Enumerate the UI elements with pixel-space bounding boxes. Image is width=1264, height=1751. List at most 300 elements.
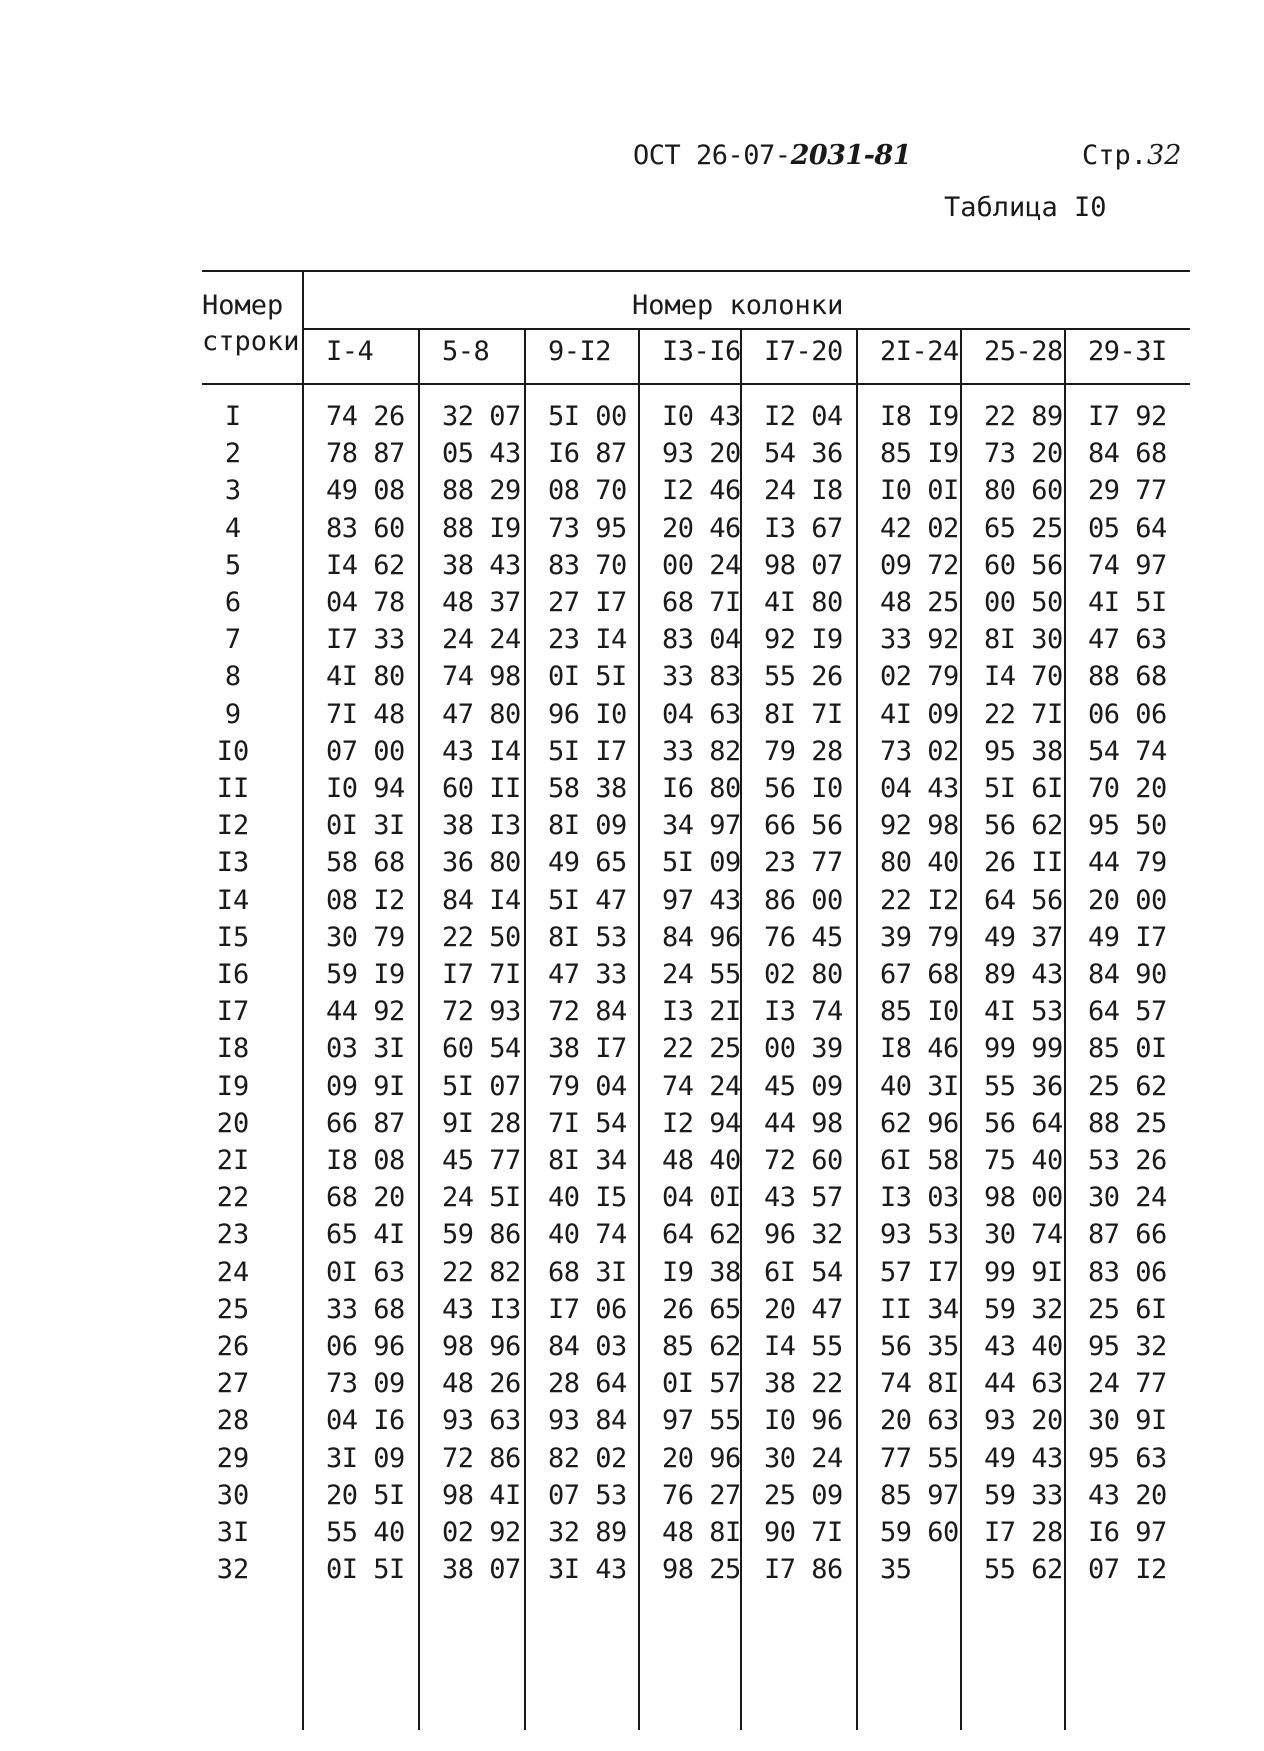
- column-group-rule: [1064, 330, 1066, 1730]
- table-cell: 95 38: [984, 736, 1063, 767]
- table-cell: 43 I3: [442, 1294, 521, 1325]
- table-cell: 8I 34: [548, 1145, 627, 1176]
- table-cell: 20 5I: [326, 1480, 405, 1511]
- row-number: 2I: [216, 1145, 250, 1176]
- column-group-rule: [960, 330, 962, 1730]
- table-cell: 40 I5: [548, 1182, 627, 1213]
- table-cell: 4I 09: [880, 699, 959, 730]
- table-cell: 27 I7: [548, 587, 627, 618]
- table-cell: 44 63: [984, 1368, 1063, 1399]
- table-cell: 98 25: [662, 1554, 741, 1585]
- row-number-column-rule: [302, 270, 304, 1730]
- table-cell: 9I 28: [442, 1108, 521, 1139]
- table-cell: I2 94: [662, 1108, 741, 1139]
- table-cell: 04 I6: [326, 1405, 405, 1436]
- table-cell: 56 35: [880, 1331, 959, 1362]
- table-cell: 92 98: [880, 810, 959, 841]
- column-group-header: I7-20: [764, 336, 843, 367]
- table-cell: 20 00: [1088, 885, 1167, 916]
- table-cell: 5I 07: [442, 1071, 521, 1102]
- table-cell: 84 68: [1088, 438, 1167, 469]
- row-number: 8: [224, 661, 242, 692]
- table-cell: 03 3I: [326, 1033, 405, 1064]
- column-group-rule: [524, 330, 526, 1730]
- table-cell: 66 87: [326, 1108, 405, 1139]
- table-cell: 93 63: [442, 1405, 521, 1436]
- table-cell: 85 97: [880, 1480, 959, 1511]
- table-cell: 83 70: [548, 550, 627, 581]
- document-code: [633, 140, 911, 171]
- table-cell: 78 87: [326, 438, 405, 469]
- table-cell: 05 43: [442, 438, 521, 469]
- table-cell: 33 92: [880, 624, 959, 655]
- table-cell: 30 24: [764, 1443, 843, 1474]
- table-cell: 02 92: [442, 1517, 521, 1548]
- table-cell: 06 96: [326, 1331, 405, 1362]
- table-cell: 56 I0: [764, 773, 843, 804]
- table-cell: 59 32: [984, 1294, 1063, 1325]
- table-cell: 73 02: [880, 736, 959, 767]
- row-number: 27: [216, 1368, 250, 1399]
- table-cell: 70 20: [1088, 773, 1167, 804]
- table-cell: 38 I3: [442, 810, 521, 841]
- table-cell: 6I 54: [764, 1257, 843, 1288]
- table-cell: 98 96: [442, 1331, 521, 1362]
- column-group-header: 9-I2: [548, 336, 612, 367]
- table-cell: 04 63: [662, 699, 741, 730]
- table-cell: 22 7I: [984, 699, 1063, 730]
- table-cell: 44 92: [326, 996, 405, 1027]
- table-cell: 84 90: [1088, 959, 1167, 990]
- table-cell: 56 62: [984, 810, 1063, 841]
- table-cell: 43 57: [764, 1182, 843, 1213]
- table-cell: 73 09: [326, 1368, 405, 1399]
- table-cell: 59 I9: [326, 959, 405, 990]
- table-cell: I4 62: [326, 550, 405, 581]
- table-cell: I7 28: [984, 1517, 1063, 1548]
- document-code-handwritten: 2031-81: [790, 140, 911, 171]
- page-number-value: 32: [1147, 140, 1182, 171]
- table-cell: 8I 7I: [764, 699, 843, 730]
- table-cell: 98 4I: [442, 1480, 521, 1511]
- row-number: I: [224, 401, 242, 432]
- table-cell: 25 6I: [1088, 1294, 1167, 1325]
- table-cell: 65 25: [984, 513, 1063, 544]
- table-cell: 87 66: [1088, 1219, 1167, 1250]
- table-cell: 28 64: [548, 1368, 627, 1399]
- table-cell: 30 74: [984, 1219, 1063, 1250]
- column-group-header: I3-I6: [662, 336, 741, 367]
- table-cell: 24 5I: [442, 1182, 521, 1213]
- table-cell: 83 60: [326, 513, 405, 544]
- table-cell: 96 I0: [548, 699, 627, 730]
- table-cell: 5I 00: [548, 401, 627, 432]
- row-number: 5: [224, 550, 242, 581]
- table-cell: 49 37: [984, 922, 1063, 953]
- table-cell: 48 26: [442, 1368, 521, 1399]
- table-cell: I3 67: [764, 513, 843, 544]
- table-cell: 48 37: [442, 587, 521, 618]
- table-cell: 85 I9: [880, 438, 959, 469]
- table-cell: I9 38: [662, 1257, 741, 1288]
- table-cell: 85 0I: [1088, 1033, 1167, 1064]
- table-cell: 32 07: [442, 401, 521, 432]
- table-cell: I3 2I: [662, 996, 741, 1027]
- table-cell: I0 0I: [880, 475, 959, 506]
- row-number: I6: [216, 959, 250, 990]
- table-cell: 8I 09: [548, 810, 627, 841]
- table-cell: 24 24: [442, 624, 521, 655]
- table-cell: 67 68: [880, 959, 959, 990]
- table-cell: 79 28: [764, 736, 843, 767]
- page-number-prefix: Стр.: [1082, 140, 1148, 171]
- table-title: Таблица I0: [944, 192, 1107, 223]
- table-cell: 3I 43: [548, 1554, 627, 1585]
- table-cell: 89 43: [984, 959, 1063, 990]
- table-cell: 59 60: [880, 1517, 959, 1548]
- table-cell: I3 74: [764, 996, 843, 1027]
- row-number: 4: [224, 513, 242, 544]
- table-cell: 85 62: [662, 1331, 741, 1362]
- table-cell: 36 80: [442, 847, 521, 878]
- table-cell: 48 25: [880, 587, 959, 618]
- table-cell: 4I 53: [984, 996, 1063, 1027]
- table-cell: 73 20: [984, 438, 1063, 469]
- table-cell: 60 54: [442, 1033, 521, 1064]
- column-group-header: 5-8: [442, 336, 490, 367]
- table-cell: 38 43: [442, 550, 521, 581]
- column-group-header: 2I-24: [880, 336, 959, 367]
- table-cell: 74 97: [1088, 550, 1167, 581]
- column-group-rule: [418, 330, 420, 1730]
- table-cell: 42 02: [880, 513, 959, 544]
- table-cell: 93 53: [880, 1219, 959, 1250]
- table-cell: 02 79: [880, 661, 959, 692]
- table-cell: I7 92: [1088, 401, 1167, 432]
- table-cell: 93 84: [548, 1405, 627, 1436]
- table-cell: 99 9I: [984, 1257, 1063, 1288]
- table-cell: 20 63: [880, 1405, 959, 1436]
- row-number: 26: [216, 1331, 250, 1362]
- row-number: I3: [216, 847, 250, 878]
- table-cell: 30 9I: [1088, 1405, 1167, 1436]
- table-cell: 99 99: [984, 1033, 1063, 1064]
- table-cell: 38 07: [442, 1554, 521, 1585]
- table-cell: 68 3I: [548, 1257, 627, 1288]
- table-cell: 96 32: [764, 1219, 843, 1250]
- row-number: 7: [224, 624, 242, 655]
- table-cell: 55 62: [984, 1554, 1063, 1585]
- table-cell: 58 68: [326, 847, 405, 878]
- table-cell: I6 80: [662, 773, 741, 804]
- table-cell: 02 80: [764, 959, 843, 990]
- table-cell: 64 56: [984, 885, 1063, 916]
- table-cell: 58 38: [548, 773, 627, 804]
- table-cell: 09 9I: [326, 1071, 405, 1102]
- page-number: [1082, 140, 1181, 171]
- table-cell: 09 72: [880, 550, 959, 581]
- table-cell: 98 00: [984, 1182, 1063, 1213]
- table-cell: 04 0I: [662, 1182, 741, 1213]
- table-cell: 25 09: [764, 1480, 843, 1511]
- table-cell: 38 I7: [548, 1033, 627, 1064]
- table-cell: 60 II: [442, 773, 521, 804]
- table-cell: 88 I9: [442, 513, 521, 544]
- table-cell: 22 25: [662, 1033, 741, 1064]
- table-cell: I0 96: [764, 1405, 843, 1436]
- table-cell: II 34: [880, 1294, 959, 1325]
- table-cell: 97 55: [662, 1405, 741, 1436]
- row-header-line1: Номер: [202, 290, 284, 321]
- table-cell: 0I 63: [326, 1257, 405, 1288]
- table-cell: 60 56: [984, 550, 1063, 581]
- table-cell: 84 I4: [442, 885, 521, 916]
- table-cell: 68 20: [326, 1182, 405, 1213]
- table-cell: 25 62: [1088, 1071, 1167, 1102]
- table-cell: 47 33: [548, 959, 627, 990]
- table-cell: 20 96: [662, 1443, 741, 1474]
- row-number: I2: [216, 810, 250, 841]
- table-cell: I7 06: [548, 1294, 627, 1325]
- table-cell: 04 43: [880, 773, 959, 804]
- table-cell: 47 80: [442, 699, 521, 730]
- table-cell: 72 93: [442, 996, 521, 1027]
- table-cell: I7 7I: [442, 959, 521, 990]
- table-cell: 54 36: [764, 438, 843, 469]
- table-cell: 44 98: [764, 1108, 843, 1139]
- table-cell: 49 08: [326, 475, 405, 506]
- row-number: 22: [216, 1182, 250, 1213]
- table-cell: 00 24: [662, 550, 741, 581]
- table-cell: 43 I4: [442, 736, 521, 767]
- table-cell: I6 87: [548, 438, 627, 469]
- table-cell: 20 47: [764, 1294, 843, 1325]
- table-cell: 5I 47: [548, 885, 627, 916]
- table-cell: 48 40: [662, 1145, 741, 1176]
- row-number: 2: [224, 438, 242, 469]
- table-cell: 22 I2: [880, 885, 959, 916]
- table-cell: I7 33: [326, 624, 405, 655]
- table-cell: 62 96: [880, 1108, 959, 1139]
- table-cell: 3I 09: [326, 1443, 405, 1474]
- table-cell: 88 25: [1088, 1108, 1167, 1139]
- table-cell: I3 03: [880, 1182, 959, 1213]
- table-cell: 0I 3I: [326, 810, 405, 841]
- table-cell: 77 55: [880, 1443, 959, 1474]
- table-cell: 5I I7: [548, 736, 627, 767]
- table-cell: 5I 09: [662, 847, 741, 878]
- table-cell: 66 56: [764, 810, 843, 841]
- table-cell: 72 84: [548, 996, 627, 1027]
- table-cell: 22 50: [442, 922, 521, 953]
- table-cell: 90 7I: [764, 1517, 843, 1548]
- table-cell: 82 02: [548, 1443, 627, 1474]
- table-cell: 95 32: [1088, 1331, 1167, 1362]
- table-cell: 76 45: [764, 922, 843, 953]
- row-number: 32: [216, 1554, 250, 1585]
- table-cell: 97 43: [662, 885, 741, 916]
- table-cell: 08 I2: [326, 885, 405, 916]
- table-top-rule: [202, 270, 1190, 272]
- table-cell: 64 62: [662, 1219, 741, 1250]
- table-cell: 39 79: [880, 922, 959, 953]
- table-cell: I4 55: [764, 1331, 843, 1362]
- table-cell: 24 55: [662, 959, 741, 990]
- table-cell: 40 74: [548, 1219, 627, 1250]
- table-cell: 54 74: [1088, 736, 1167, 767]
- table-cell: 83 06: [1088, 1257, 1167, 1288]
- table-cell: 34 97: [662, 810, 741, 841]
- table-cell: 88 29: [442, 475, 521, 506]
- table-cell: 23 77: [764, 847, 843, 878]
- table-cell: 5I 6I: [984, 773, 1063, 804]
- table-cell: I8 46: [880, 1033, 959, 1064]
- table-cell: 55 26: [764, 661, 843, 692]
- table-cell: 06 06: [1088, 699, 1167, 730]
- row-number: 20: [216, 1108, 250, 1139]
- table-cell: 80 60: [984, 475, 1063, 506]
- table-cell: 47 63: [1088, 624, 1167, 655]
- table-cell: 44 79: [1088, 847, 1167, 878]
- table-cell: 84 03: [548, 1331, 627, 1362]
- table-cell: 4I 5I: [1088, 587, 1167, 618]
- row-number: 23: [216, 1219, 250, 1250]
- row-number: I7: [216, 996, 250, 1027]
- table-cell: 43 20: [1088, 1480, 1167, 1511]
- table-cell: 33 82: [662, 736, 741, 767]
- table-cell: 85 I0: [880, 996, 959, 1027]
- table-cell: 24 I8: [764, 475, 843, 506]
- table-cell: 4I 80: [764, 587, 843, 618]
- table-cell: 4I 80: [326, 661, 405, 692]
- row-number: 3I: [216, 1517, 250, 1548]
- table-cell: I2 04: [764, 401, 843, 432]
- table-cell: 48 8I: [662, 1517, 741, 1548]
- row-number: I8: [216, 1033, 250, 1064]
- table-cell: 45 09: [764, 1071, 843, 1102]
- document-code-prefix: ОСТ 26-07-: [633, 140, 791, 171]
- table-cell: 0I 5I: [326, 1554, 405, 1585]
- column-group-header: 29-3I: [1088, 336, 1167, 367]
- table-cell: 8I 53: [548, 922, 627, 953]
- table-cell: 0I 57: [662, 1368, 741, 1399]
- table-cell: 07 53: [548, 1480, 627, 1511]
- table-cell: 83 04: [662, 624, 741, 655]
- table-cell: 59 33: [984, 1480, 1063, 1511]
- row-number: II: [216, 773, 250, 804]
- table-cell: 79 04: [548, 1071, 627, 1102]
- column-group-rule: [856, 330, 858, 1730]
- table-cell: 30 79: [326, 922, 405, 953]
- table-cell: I0 43: [662, 401, 741, 432]
- header-divider-rule: [304, 328, 1190, 330]
- row-header-line2: строки: [202, 326, 300, 357]
- table-cell: 38 22: [764, 1368, 843, 1399]
- table-cell: 74 98: [442, 661, 521, 692]
- table-cell: 05 64: [1088, 513, 1167, 544]
- row-number: I4: [216, 885, 250, 916]
- table-cell: 73 95: [548, 513, 627, 544]
- table-cell: I0 94: [326, 773, 405, 804]
- table-cell: 95 50: [1088, 810, 1167, 841]
- table-cell: 65 4I: [326, 1219, 405, 1250]
- table-cell: 24 77: [1088, 1368, 1167, 1399]
- table-cell: 53 26: [1088, 1145, 1167, 1176]
- table-cell: 57 I7: [880, 1257, 959, 1288]
- column-group-rule: [638, 330, 640, 1730]
- row-number: 9: [224, 699, 242, 730]
- row-number: I0: [216, 736, 250, 767]
- row-number: 28: [216, 1405, 250, 1436]
- table-cell: 29 77: [1088, 475, 1167, 506]
- row-number: 29: [216, 1443, 250, 1474]
- table-cell: 22 82: [442, 1257, 521, 1288]
- table-cell: 0I 5I: [548, 661, 627, 692]
- table-cell: 23 I4: [548, 624, 627, 655]
- table-cell: 49 I7: [1088, 922, 1167, 953]
- table-cell: 74 24: [662, 1071, 741, 1102]
- table-cell: I2 46: [662, 475, 741, 506]
- table-cell: 00 50: [984, 587, 1063, 618]
- table-cell: 84 96: [662, 922, 741, 953]
- table-cell: 22 89: [984, 401, 1063, 432]
- table-cell: 07 I2: [1088, 1554, 1167, 1585]
- row-number: 6: [224, 587, 242, 618]
- table-cell: I7 86: [764, 1554, 843, 1585]
- table-cell: 43 40: [984, 1331, 1063, 1362]
- table-cell: 80 40: [880, 847, 959, 878]
- table-cell: 40 3I: [880, 1071, 959, 1102]
- column-group-header: I-4: [326, 336, 374, 367]
- table-cell: 33 83: [662, 661, 741, 692]
- row-number: I5: [216, 922, 250, 953]
- table-cell: 92 I9: [764, 624, 843, 655]
- column-group-header: 25-28: [984, 336, 1063, 367]
- table-cell: 20 46: [662, 513, 741, 544]
- table-cell: 56 64: [984, 1108, 1063, 1139]
- table-cell: 76 27: [662, 1480, 741, 1511]
- table-cell: 26 65: [662, 1294, 741, 1325]
- table-cell: 98 07: [764, 550, 843, 581]
- column-header: Номер колонки: [632, 290, 844, 321]
- table-cell: 86 00: [764, 885, 843, 916]
- table-cell: 07 00: [326, 736, 405, 767]
- row-number: I9: [216, 1071, 250, 1102]
- table-cell: 88 68: [1088, 661, 1167, 692]
- table-cell: 32 89: [548, 1517, 627, 1548]
- table-cell: 45 77: [442, 1145, 521, 1176]
- table-cell: 33 68: [326, 1294, 405, 1325]
- table-cell: 59 86: [442, 1219, 521, 1250]
- table-cell: 6I 58: [880, 1145, 959, 1176]
- row-number: 3: [224, 475, 242, 506]
- table-cell: 68 7I: [662, 587, 741, 618]
- table-cell: 49 43: [984, 1443, 1063, 1474]
- table-cell: 08 70: [548, 475, 627, 506]
- table-cell: I4 70: [984, 661, 1063, 692]
- table-cell: 04 78: [326, 587, 405, 618]
- table-cell: I8 08: [326, 1145, 405, 1176]
- table-cell: 7I 48: [326, 699, 405, 730]
- table-cell: 64 57: [1088, 996, 1167, 1027]
- row-number: 30: [216, 1480, 250, 1511]
- row-number: 24: [216, 1257, 250, 1288]
- table-cell: 72 60: [764, 1145, 843, 1176]
- table-cell: 35: [880, 1554, 912, 1585]
- table-cell: 8I 30: [984, 624, 1063, 655]
- table-cell: 93 20: [662, 438, 741, 469]
- table-cell: 49 65: [548, 847, 627, 878]
